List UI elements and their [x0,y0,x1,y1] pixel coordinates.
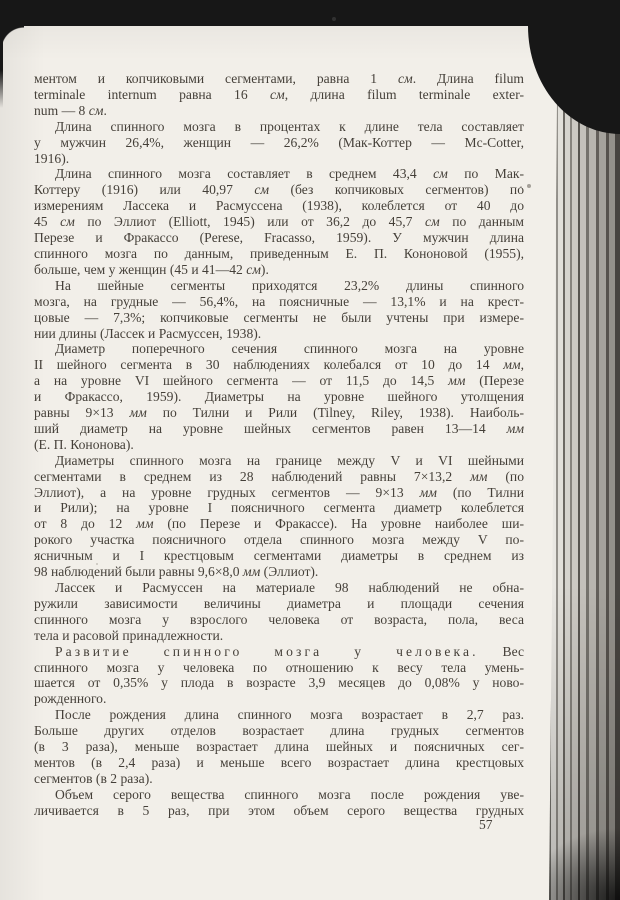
text-line: 1916). [34,150,70,166]
text-line: На шейные сегменты приходятся 23,2% длины спинного [55,277,524,293]
text-line: и Рили); на уровне I поясничного сегмента диаметр колеблется [34,500,524,516]
text-line: Диаметры спинного мозга на границе между V и VI шейными [55,452,524,468]
text-line: Коттеру (1916) или 40,97 см (без копчиковых сегментов) по [34,182,525,198]
text-line: рокого участка поясничного отдела спинного мозга между V по- [34,532,524,548]
text-column [34,71,524,819]
text-line: Длина спинного мозга в процентах к длине тела составляет [55,118,524,134]
text-line: нии длины (Лассек и Расмуссен, 1938). [34,325,262,341]
letterspaced-heading: Развитие спинного мозга у человека. [55,643,479,659]
paragraph [34,71,524,119]
paragraph [34,341,524,452]
text-line: цовые — 7,3%; копчиковые сегменты не были учтены при измере- [34,309,524,325]
paragraph [34,580,524,644]
text-line: После рождения длина спинного мозга возрастает в 2,7 раз. [55,707,524,723]
text-line: равны 9×13 мм по Тилни и Рили (Tilney, Riley, 1938). Наиболь- [34,405,525,421]
text-line: тела и расовой принадлежности. [34,627,224,643]
text-line: ментом и копчиковыми сегментами, равна 1 см. Длина filum [34,71,524,86]
text-line: ясничным и I крестцовым сегментами диаметры в среднем из [34,548,524,564]
paragraph [34,453,524,580]
paragraph [34,787,524,819]
scan-left-edge-line [0,24,3,108]
text-line: личивается в 5 раз, при этом объем серого вещества грудных [34,802,524,818]
book-page-edges [544,0,620,900]
page-number: 57 [479,817,493,832]
text-line: спинного мозга у человека по отношению к весу тела умень- [34,659,524,675]
text-line: и Фракассо, 1959). Диаметры на уровне шейного утолщения [34,389,524,405]
text-line: Объем серого вещества спинного мозга после рождения уве- [55,786,524,802]
text-line: у мужчин 26,4%, женщин — 26,2% (Мак-Коттер — Mc-Cotter, [34,134,524,150]
text-line [34,644,524,660]
text-line: Лассек и Расмуссен на материале 98 наблюдений не обна- [55,580,524,595]
text-line: terminale internum равна 16 см, длина filum terminale exter- [34,86,525,102]
paragraph [34,278,524,342]
scan-black-top-border [0,0,620,26]
text-line: ружили зависимости величины диаметра и площади сечения [34,595,524,611]
scan-specks [0,0,2,2]
text-line: больше, чем у женщин (45 и 41—42 см). [34,261,269,277]
text-line: Эллиот), а на уровне грудных сегментов — 9×13 мм (по Тилни [34,484,524,500]
text-line: II шейного сегмента в 30 наблюдениях колебался от 10 до 14 мм, [34,357,524,373]
text-line: (в 3 раза), меньше возрастает длина шейных и поясничных сег- [34,739,524,755]
paragraph [34,166,524,277]
page-top-left-corner [0,26,24,50]
text-line: num — 8 см. [34,102,107,118]
text-line: Диаметр поперечного сечения спинного мозга на уровне [55,341,524,357]
scan-black-corner-wedge [528,26,620,134]
text-line: мозга, на грудные — 56,4%, на поясничные — 13,1% и на крест- [34,293,524,309]
text-line: ший диаметр на уровне шейных сегментов равен 13—14 мм [34,420,524,436]
text-line: спинного мозга по данным, приведенным Е. П. Кононовой (1955), [34,245,524,261]
text-line: от 8 до 12 мм (по Перезе и Фракассе). На уровне наиболее ши- [34,516,524,532]
paragraph [34,644,524,708]
heading-tail-text: Вес [502,643,525,659]
text-line: Перезе и Фракассо (Perese, Fracasso, 1959). У мужчин длина [34,230,524,246]
text-line: шается от 0,35% у плода в возрасте 3,9 месяцев до 0,08% у ново- [34,675,524,691]
text-line: 98 наблюдений были равны 9,6×8,0 мм (Эллиот). [34,564,319,580]
text-line: Длина спинного мозга составляет в среднем 43,4 см по Мак- [55,166,524,182]
text-line: спинного мозга у взрослого человека от возраста, пола, веса [34,611,524,627]
text-line: измерениям Лассека и Расмуссена (1938), колеблется от 40 до [34,198,524,214]
text-line: Больше других отделов возрастает длина грудных сегментов [34,723,524,739]
text-line: сегментов (в 2 раза). [34,770,153,786]
text-line: 45 см по Эллиот (Elliott, 1945) или от 36,2 до 45,7 см по данным [34,214,525,230]
text-line: а на уровне VI шейного сегмента — от 11,5 до 14,5 мм (Перезе [34,373,524,389]
text-line: ментов (в 2,4 раза) и меньше всего возрастает длина крестцовых [34,754,524,770]
paragraph [34,119,524,167]
text-line: сегментами в среднем из 28 наблюдений равны 7×13,2 мм (по [34,468,524,484]
text-line: (Е. П. Кононова). [34,436,134,452]
text-line: рожденного. [34,691,107,707]
paragraph [34,707,524,787]
